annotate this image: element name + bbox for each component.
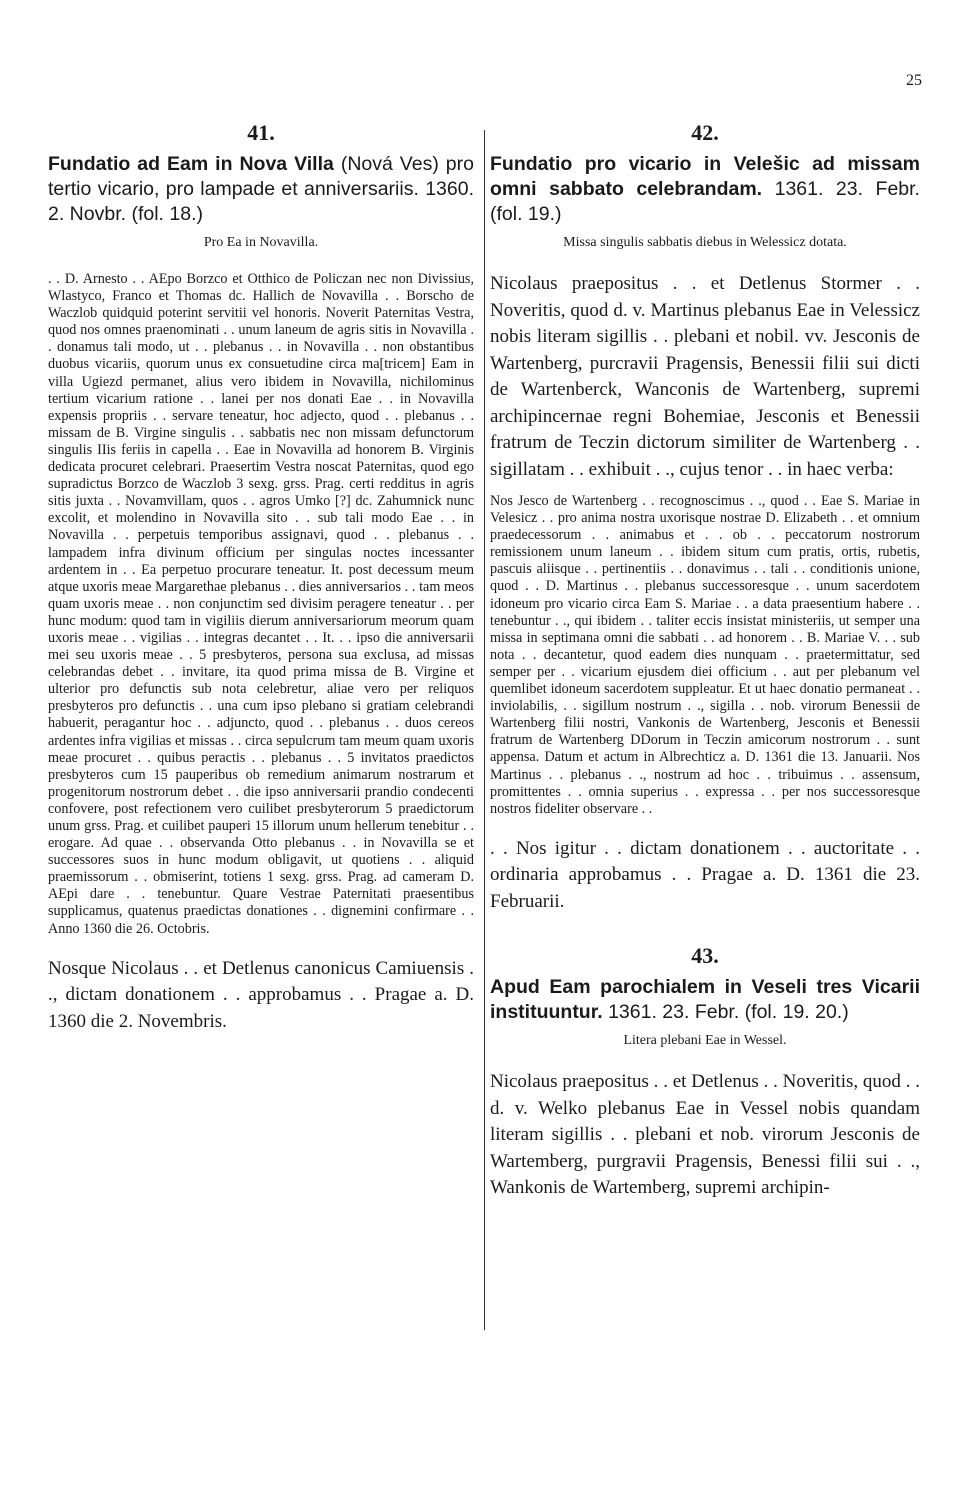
- right-column: [490, 120, 920, 1202]
- title-bold: Fundatio pro vicario in Velešic ad missam omni sabbato celebrandam.: [490, 153, 920, 200]
- document-body-42: Nicolaus praepositus . . et Detlenus Stormer . . Noveritis, quod d. v. Martinus plebanus Eae in Velessicz nobis literam sigillis . . plebani et nobil. vv. Jesconis de Wartenberg, purcravii Pragensis, Benessii filii sui dicti de Wartenberck, Wanconis de Wartenberg, supremi archipincernae regni Bohemiae, Jesconis et Benessii fratrum de Teczin dictorum similiter de Wartenberg . . sigillatam . . exhibuit . ., cujus tenor . . in haec verba:: [490, 273, 920, 480]
- document-subheading-43: Litera plebani Eae in Wessel.: [623, 1033, 787, 1049]
- column-divider: [484, 130, 485, 1330]
- title-rest: (Nová Ves) pro tertio vicario, pro lampade et anniversariis. 1360. 2. Novbr. (fol. 18.): [48, 153, 474, 225]
- document-title-41: [48, 152, 474, 227]
- document-subheading-42: Missa singulis sabbatis diebus in Welessicz dotata.: [563, 235, 847, 250]
- document-subheading-41: Pro Ea in Novavilla.: [203, 235, 319, 250]
- document-body-41: . . D. Arnesto . . AEpo Borzco et Otthico de Policzan nec non Divissius, Wlastyco, Franco et Thomas dc. Hallich de Novavilla . . Borscho de Waczlob quidquid poterint servitii vel honoris. Noverit Paternitas Vestra, quod nos omnes praenominati . . unum laneum de agris sitis in Novavilla . . donamus tali modo, ut . . plebanus . . in Novavilla . . non obstantibus duobus vicariis, quorum unus ex consuetudine circa ma[tricem] Eam in villa Ugiezd permanet, alius vero ibidem in Novavilla, nichilominus tertium vicarium ratione . . lanei per nos donati Eae . . in Novavilla expensis propriis . . servare teneatur, hoc adjecto, quod . . plebanus . . missam de B. Virgine singulis . . sabbatis nec non missam defunctorum singulis IIis feriis in capella . . Eae in Novavilla ad honorem B. Virginis dedicata procuret celebrari. Praesertim Vestra noscat Paternitas, quod ego supradictus Borzco de Waczlob 3 sexg. grss. Prag. certi redditus in agris sitis juxta . . Novamvillam, quos . . agros Umko [?] dc. Zahumnick nunc excolit, et molendino in Novavilla sito . . sub tali modo Eae . . in Novavilla . . perpetuis temporibus assignavi, quod . . plebanus . . lampadem infra divinum officium per singulas noctes incessanter ardentem in . . Ea perpetuo procurare teneatur. It. post decessum meum atque uxoris meae Margarethae plebanus . . dies anniversarios . . tam meos quam uxoris meae . . non conjunctim sed divisim peragere teneatur . . per hunc modum: quod tam in vigiliis dierum anniversariorum meorum quam uxoris meae . . vigilias . . integras decantet . . It. . . ipso die anniversarii mei seu uxoris meae . . 5 presbyteros, persona sua exclusa, ad missas celebrandas debet . . invitare, ita quod prima missa de B. Virgine et ulterior pro defunctis sub nota celebretur, aliae vero per reliquos presbyteros pro defunctis . . una cum ipso plebano si gratiam celebrandi habuerit, peragantur hoc . . adjuncto, quod . . plebanus . . duos cereos ardentes infra vigilias et missas . . circa sepulcrum tam meum quam uxoris meae procuret . . quibus peractis . . plebanus . . 5 invitatos praedictos presbyteros cum 15 pauperibus ob remedium animarum nostrarum et progenitorum nostrorum debet . . die ipso anniversarii prandio condecenti confovere, post refectionem vero cuilibet presbyterorum 5 praedictorum unum grss. Prag. et cuilibet pauperi 15 illorum unum hellerum tenebitur . . erogare. Ad quae . . observanda Otto plebanus . . in Novavilla se et successores suos in hunc modum obligavit, ut quotiens . . aliquid praemissorum . . obmiserint, totiens 1 sexg. grss. Prag. ad cameram D. AEpi dare . . tenebuntur. Quare Vestrae Paternitati praesentibus supplicamus, quatenus praedictas donationes . . dignemini confirmare . . Anno 1360 die 26. Octobris.: [48, 271, 474, 937]
- title-rest: 1361. 23. Febr. (fol. 19.): [490, 178, 920, 225]
- page-number: 25: [906, 72, 922, 89]
- document-number-42: 42.: [691, 120, 719, 145]
- title-bold: Fundatio ad Eam in Nova Villa: [48, 153, 334, 175]
- document-title-43: [490, 975, 920, 1025]
- document-conclusion-42: . . Nos igitur . . dictam donationem . . auctoritate . . ordinaria approbamus . . Pragae a. D. 1361 die 23. Februarii.: [490, 837, 920, 912]
- document-conclusion-41: Nosque Nicolaus . . et Detlenus canonicus Camiuensis . ., dictam donationem . . approbamus . . Pragae a. D. 1360 die 2. Novembris.: [48, 957, 474, 1032]
- document-number-43: 43.: [691, 943, 719, 969]
- document-charter-42: Nos Jesco de Wartenberg . . recognoscimus . ., quod . . Eae S. Mariae in Velesicz . . pro anima nostra uxorisque nostrae D. Elizabeth . . et omnium praedecessorum . . animabus et . . ob . . peccatorum nostrorum remissionem unum laneum . . ibidem situm cum pratis, ortis, rubetis, pascuis aliisque . . pertinentiis . . donavimus . . tali . . conditionis unione, quod . . D. Martinus . . plebanus successoresque . . unum sacerdotem idoneum pro vicario circa Eam S. Mariae . . a data praesentium habere . . tenebuntur . ., qui ibidem . . taliter eccis insistat ministeriis, ut semper una missa in septimana omni die sabbati . . ad honorem . . B. Mariae V. . . sub nota . . decantetur, quod eadem dies nunquam . . praetermittatur, sed semper per . . vicarium ejusdem diei officium . . aut per plebanum vel quemlibet idoneum sacerdotem suppleatur. Et ut haec donatio permaneat . . inviolabilis, . . sigillum nostrum . ., sigilla . . nob. virorum Benessii de Wartenberg filii nostri, Vankonis de Wartenberg, Jesconis et Benessii fratrum de Wartenberg DDorum in Teczin amicorum nostrorum . . sunt appensa. Datum et actum in Albrechticz a. D. 1361 die 13. Januarii. Nos Martinus . . plebanus . ., nostrum ad hoc . . tribuimus . . assensum, promittentes . . omnia superius . . expressa . . per nos successoresque nostros fideliter observare . .: [490, 493, 920, 817]
- document-number-41: 41.: [247, 120, 275, 145]
- title-bold: Apud Eam parochialem in Veseli tres Vicarii instituuntur.: [490, 976, 920, 1024]
- document-title-42: [490, 152, 920, 227]
- title-rest: 1361. 23. Febr. (fol. 19. 20.): [602, 1001, 849, 1024]
- document-body-43: Nicolaus praepositus . . et Detlenus . . Noveritis, quod . . d. v. Welko plebanus Eae in Vessel nobis quandam literam sigillis . . plebani et nob. virorum Jesconis de Wartemberg, purgravii Pragensis, Benessi filii sui . ., Wankonis de Wartemberg, supremi archipin-: [490, 1071, 920, 1199]
- left-column: [48, 120, 474, 1035]
